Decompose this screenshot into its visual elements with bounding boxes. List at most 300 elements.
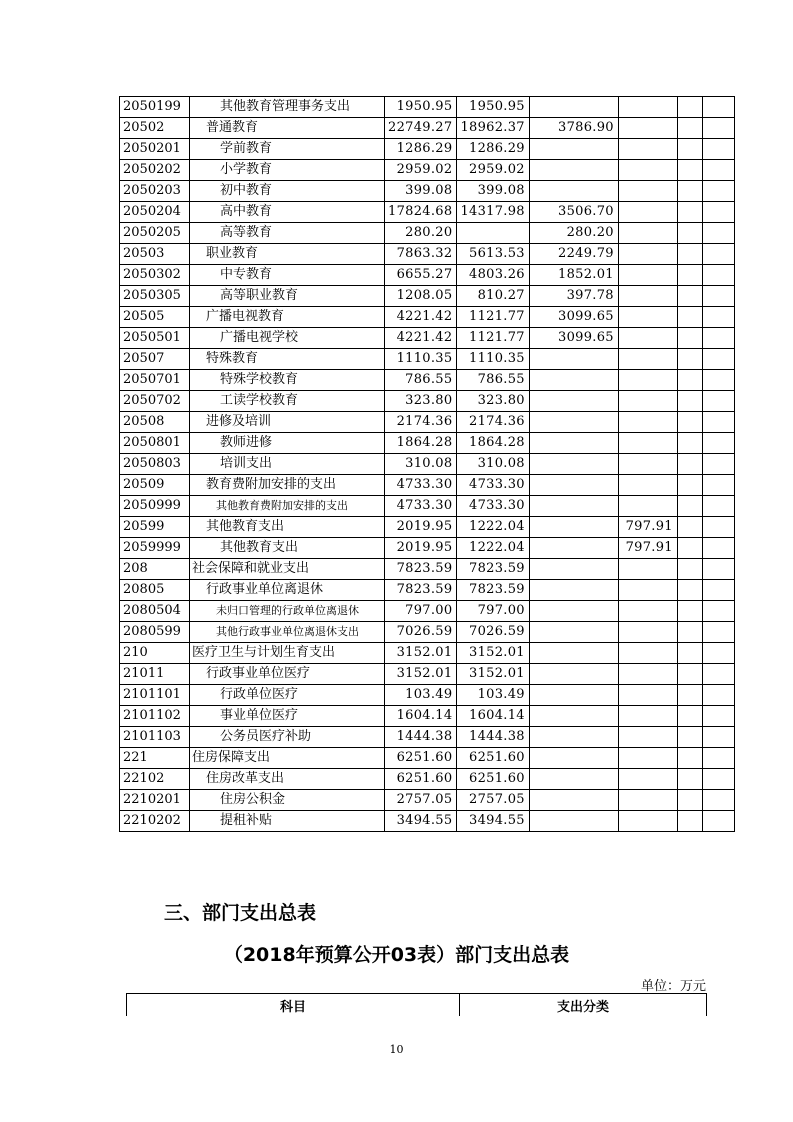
cell-code: 2050801 xyxy=(120,433,190,454)
cell-name: 中专教育 xyxy=(190,265,385,286)
header-subject: 科目 xyxy=(127,994,460,1017)
cell-project xyxy=(529,370,618,391)
cell-c6 xyxy=(702,223,734,244)
cell-c4 xyxy=(618,643,677,664)
table-title: （2018年预算公开03表）部门支出总表 xyxy=(223,944,570,966)
cell-project: 280.20 xyxy=(529,223,618,244)
cell-project: 3506.70 xyxy=(529,202,618,223)
cell-basic: 1950.95 xyxy=(457,97,529,118)
cell-total: 2174.36 xyxy=(385,412,457,433)
page-number: 10 xyxy=(389,1043,404,1056)
cell-c4: 797.91 xyxy=(618,517,677,538)
cell-total: 4733.30 xyxy=(385,496,457,517)
table-row xyxy=(120,769,735,790)
cell-total: 7823.59 xyxy=(385,580,457,601)
cell-code: 2050202 xyxy=(120,160,190,181)
cell-total: 7863.32 xyxy=(385,244,457,265)
cell-basic: 323.80 xyxy=(457,391,529,412)
cell-project xyxy=(529,475,618,496)
cell-basic: 797.00 xyxy=(457,601,529,622)
cell-code: 208 xyxy=(120,559,190,580)
table-row xyxy=(120,328,735,349)
cell-basic: 4733.30 xyxy=(457,475,529,496)
cell-project xyxy=(529,559,618,580)
cell-total: 797.00 xyxy=(385,601,457,622)
cell-basic: 1222.04 xyxy=(457,517,529,538)
table-row xyxy=(120,538,735,559)
cell-c5 xyxy=(677,580,702,601)
cell-c4 xyxy=(618,307,677,328)
cell-code: 2050201 xyxy=(120,139,190,160)
table-row xyxy=(120,622,735,643)
table-row xyxy=(120,517,735,538)
cell-c6 xyxy=(702,517,734,538)
cell-name: 其他教育支出 xyxy=(190,538,385,559)
cell-c6 xyxy=(702,139,734,160)
cell-code: 2050199 xyxy=(120,97,190,118)
cell-c4 xyxy=(618,706,677,727)
cell-name: 行政单位医疗 xyxy=(190,685,385,706)
cell-c5 xyxy=(677,622,702,643)
cell-c6 xyxy=(702,622,734,643)
cell-c5 xyxy=(677,244,702,265)
cell-c5 xyxy=(677,181,702,202)
cell-basic: 5613.53 xyxy=(457,244,529,265)
cell-basic: 2174.36 xyxy=(457,412,529,433)
cell-name: 行政事业单位离退休 xyxy=(190,580,385,601)
cell-total: 7026.59 xyxy=(385,622,457,643)
cell-project xyxy=(529,748,618,769)
cell-total: 1950.95 xyxy=(385,97,457,118)
cell-code: 2050999 xyxy=(120,496,190,517)
cell-total: 3494.55 xyxy=(385,811,457,832)
cell-total: 103.49 xyxy=(385,685,457,706)
cell-name: 教师进修 xyxy=(190,433,385,454)
cell-name: 广播电视教育 xyxy=(190,307,385,328)
table-row xyxy=(120,370,735,391)
cell-total: 6655.27 xyxy=(385,265,457,286)
cell-total: 280.20 xyxy=(385,223,457,244)
cell-total: 310.08 xyxy=(385,454,457,475)
cell-c6 xyxy=(702,370,734,391)
cell-code: 20503 xyxy=(120,244,190,265)
cell-c6 xyxy=(702,685,734,706)
cell-project xyxy=(529,580,618,601)
cell-code: 2050701 xyxy=(120,370,190,391)
cell-project xyxy=(529,643,618,664)
cell-project: 397.78 xyxy=(529,286,618,307)
cell-total: 4221.42 xyxy=(385,328,457,349)
cell-code: 2080504 xyxy=(120,601,190,622)
cell-c4 xyxy=(618,496,677,517)
cell-c6 xyxy=(702,769,734,790)
cell-c4 xyxy=(618,811,677,832)
cell-project xyxy=(529,349,618,370)
cell-code: 2101103 xyxy=(120,727,190,748)
cell-c5 xyxy=(677,769,702,790)
cell-basic: 1222.04 xyxy=(457,538,529,559)
cell-name: 小学教育 xyxy=(190,160,385,181)
cell-c6 xyxy=(702,202,734,223)
cell-basic: 1121.77 xyxy=(457,307,529,328)
cell-c6 xyxy=(702,559,734,580)
cell-total: 6251.60 xyxy=(385,769,457,790)
cell-c5 xyxy=(677,97,702,118)
cell-basic: 4733.30 xyxy=(457,496,529,517)
cell-total: 4221.42 xyxy=(385,307,457,328)
cell-basic: 3152.01 xyxy=(457,643,529,664)
cell-c5 xyxy=(677,727,702,748)
cell-c5 xyxy=(677,706,702,727)
table-row xyxy=(120,685,735,706)
cell-c5 xyxy=(677,139,702,160)
table-row xyxy=(120,643,735,664)
cell-project xyxy=(529,664,618,685)
cell-c6 xyxy=(702,118,734,139)
cell-name: 进修及培训 xyxy=(190,412,385,433)
cell-c5 xyxy=(677,601,702,622)
cell-total: 3152.01 xyxy=(385,643,457,664)
cell-name: 高等教育 xyxy=(190,223,385,244)
cell-c4 xyxy=(618,664,677,685)
cell-c5 xyxy=(677,160,702,181)
cell-code: 221 xyxy=(120,748,190,769)
cell-c6 xyxy=(702,811,734,832)
cell-project xyxy=(529,97,618,118)
cell-name: 特殊教育 xyxy=(190,349,385,370)
cell-code: 2050803 xyxy=(120,454,190,475)
cell-c5 xyxy=(677,265,702,286)
budget-expenditure-table xyxy=(119,96,735,832)
cell-total: 1604.14 xyxy=(385,706,457,727)
table-row xyxy=(120,664,735,685)
cell-c4 xyxy=(618,622,677,643)
cell-name: 提租补贴 xyxy=(190,811,385,832)
cell-c6 xyxy=(702,286,734,307)
cell-code: 22102 xyxy=(120,769,190,790)
cell-total: 7823.59 xyxy=(385,559,457,580)
cell-c6 xyxy=(702,538,734,559)
cell-project xyxy=(529,727,618,748)
table-row xyxy=(120,412,735,433)
cell-c4 xyxy=(618,160,677,181)
table-row xyxy=(120,811,735,832)
cell-c6 xyxy=(702,391,734,412)
table-row xyxy=(120,706,735,727)
cell-name: 行政事业单位医疗 xyxy=(190,664,385,685)
cell-code: 20505 xyxy=(120,307,190,328)
cell-c5 xyxy=(677,748,702,769)
cell-code: 2101101 xyxy=(120,685,190,706)
cell-c4 xyxy=(618,412,677,433)
cell-code: 2059999 xyxy=(120,538,190,559)
cell-code: 2210202 xyxy=(120,811,190,832)
cell-project xyxy=(529,706,618,727)
cell-code: 20507 xyxy=(120,349,190,370)
cell-code: 20502 xyxy=(120,118,190,139)
cell-project: 3786.90 xyxy=(529,118,618,139)
table-row xyxy=(120,265,735,286)
cell-total: 2959.02 xyxy=(385,160,457,181)
cell-c6 xyxy=(702,790,734,811)
cell-c4 xyxy=(618,97,677,118)
cell-name: 其他教育费附加安排的支出 xyxy=(190,496,385,517)
cell-name: 其他教育支出 xyxy=(190,517,385,538)
cell-basic: 1121.77 xyxy=(457,328,529,349)
cell-basic: 7823.59 xyxy=(457,559,529,580)
cell-name: 其他教育管理事务支出 xyxy=(190,97,385,118)
cell-total: 22749.27 xyxy=(385,118,457,139)
cell-project: 3099.65 xyxy=(529,328,618,349)
cell-total: 4733.30 xyxy=(385,475,457,496)
cell-c6 xyxy=(702,328,734,349)
cell-c6 xyxy=(702,244,734,265)
cell-basic: 4803.26 xyxy=(457,265,529,286)
cell-basic: 6251.60 xyxy=(457,748,529,769)
expenditure-header-table xyxy=(126,993,707,1016)
cell-project xyxy=(529,454,618,475)
cell-name: 住房改革支出 xyxy=(190,769,385,790)
table-body xyxy=(120,97,735,832)
cell-name: 教育费附加安排的支出 xyxy=(190,475,385,496)
cell-code: 20508 xyxy=(120,412,190,433)
cell-c4 xyxy=(618,118,677,139)
cell-name: 职业教育 xyxy=(190,244,385,265)
cell-project xyxy=(529,685,618,706)
cell-code: 2050702 xyxy=(120,391,190,412)
cell-c4 xyxy=(618,223,677,244)
cell-code: 2210201 xyxy=(120,790,190,811)
cell-c6 xyxy=(702,748,734,769)
cell-c4 xyxy=(618,433,677,454)
cell-c5 xyxy=(677,538,702,559)
cell-basic: 14317.98 xyxy=(457,202,529,223)
cell-c5 xyxy=(677,307,702,328)
cell-basic: 18962.37 xyxy=(457,118,529,139)
cell-basic: 3494.55 xyxy=(457,811,529,832)
cell-c5 xyxy=(677,223,702,244)
cell-name: 学前教育 xyxy=(190,139,385,160)
cell-c6 xyxy=(702,727,734,748)
cell-c5 xyxy=(677,454,702,475)
cell-project xyxy=(529,496,618,517)
cell-project xyxy=(529,538,618,559)
cell-c5 xyxy=(677,286,702,307)
cell-c5 xyxy=(677,202,702,223)
table-row xyxy=(120,349,735,370)
cell-name: 事业单位医疗 xyxy=(190,706,385,727)
table-row xyxy=(120,748,735,769)
cell-total: 1208.05 xyxy=(385,286,457,307)
cell-project xyxy=(529,517,618,538)
cell-c5 xyxy=(677,685,702,706)
table-row xyxy=(120,580,735,601)
cell-project xyxy=(529,160,618,181)
cell-c5 xyxy=(677,559,702,580)
cell-c5 xyxy=(677,349,702,370)
cell-c4 xyxy=(618,790,677,811)
cell-basic: 1604.14 xyxy=(457,706,529,727)
cell-code: 2101102 xyxy=(120,706,190,727)
cell-name: 高等职业教育 xyxy=(190,286,385,307)
cell-c4 xyxy=(618,559,677,580)
cell-name: 工读学校教育 xyxy=(190,391,385,412)
unit-label: 单位：万元 xyxy=(640,979,706,994)
cell-c6 xyxy=(702,454,734,475)
cell-total: 323.80 xyxy=(385,391,457,412)
cell-basic xyxy=(457,223,529,244)
cell-c5 xyxy=(677,517,702,538)
cell-total: 6251.60 xyxy=(385,748,457,769)
cell-c6 xyxy=(702,412,734,433)
cell-c6 xyxy=(702,433,734,454)
table-row xyxy=(120,202,735,223)
cell-total: 2019.95 xyxy=(385,517,457,538)
cell-c4 xyxy=(618,454,677,475)
cell-name: 初中教育 xyxy=(190,181,385,202)
cell-total: 1286.29 xyxy=(385,139,457,160)
cell-code: 2080599 xyxy=(120,622,190,643)
table-row xyxy=(120,601,735,622)
cell-total: 17824.68 xyxy=(385,202,457,223)
cell-basic: 103.49 xyxy=(457,685,529,706)
table-row xyxy=(120,454,735,475)
cell-c5 xyxy=(677,412,702,433)
cell-basic: 1864.28 xyxy=(457,433,529,454)
cell-c5 xyxy=(677,643,702,664)
cell-c4 xyxy=(618,769,677,790)
table-row xyxy=(120,244,735,265)
cell-c6 xyxy=(702,643,734,664)
cell-c5 xyxy=(677,433,702,454)
cell-c4 xyxy=(618,286,677,307)
cell-total: 3152.01 xyxy=(385,664,457,685)
header-expenditure-category: 支出分类 xyxy=(460,994,707,1017)
cell-name: 住房公积金 xyxy=(190,790,385,811)
cell-project: 3099.65 xyxy=(529,307,618,328)
cell-basic: 2959.02 xyxy=(457,160,529,181)
cell-basic: 3152.01 xyxy=(457,664,529,685)
table-row xyxy=(120,475,735,496)
cell-project: 1852.01 xyxy=(529,265,618,286)
cell-name: 公务员医疗补助 xyxy=(190,727,385,748)
table-row xyxy=(120,97,735,118)
table-row xyxy=(120,391,735,412)
cell-c5 xyxy=(677,475,702,496)
cell-c6 xyxy=(702,664,734,685)
cell-c4 xyxy=(618,244,677,265)
cell-total: 1110.35 xyxy=(385,349,457,370)
cell-c4 xyxy=(618,748,677,769)
cell-code: 210 xyxy=(120,643,190,664)
cell-code: 20599 xyxy=(120,517,190,538)
cell-c6 xyxy=(702,265,734,286)
table-row xyxy=(120,181,735,202)
cell-total: 2019.95 xyxy=(385,538,457,559)
cell-c4 xyxy=(618,601,677,622)
cell-project xyxy=(529,391,618,412)
cell-basic: 1110.35 xyxy=(457,349,529,370)
cell-total: 786.55 xyxy=(385,370,457,391)
cell-c6 xyxy=(702,706,734,727)
table-row xyxy=(120,223,735,244)
cell-code: 2050204 xyxy=(120,202,190,223)
cell-code: 2050302 xyxy=(120,265,190,286)
cell-project xyxy=(529,769,618,790)
cell-c4 xyxy=(618,727,677,748)
cell-name: 住房保障支出 xyxy=(190,748,385,769)
cell-basic: 6251.60 xyxy=(457,769,529,790)
table-row xyxy=(120,286,735,307)
table-row xyxy=(120,118,735,139)
cell-project xyxy=(529,622,618,643)
cell-project: 2249.79 xyxy=(529,244,618,265)
cell-c4 xyxy=(618,580,677,601)
cell-c4 xyxy=(618,349,677,370)
cell-c5 xyxy=(677,391,702,412)
cell-c4 xyxy=(618,391,677,412)
cell-basic: 310.08 xyxy=(457,454,529,475)
cell-basic: 810.27 xyxy=(457,286,529,307)
cell-c6 xyxy=(702,160,734,181)
section-heading: 三、部门支出总表 xyxy=(164,902,317,924)
cell-c4 xyxy=(618,139,677,160)
cell-basic: 399.08 xyxy=(457,181,529,202)
cell-project xyxy=(529,811,618,832)
cell-c5 xyxy=(677,328,702,349)
cell-code: 2050205 xyxy=(120,223,190,244)
cell-basic: 7823.59 xyxy=(457,580,529,601)
cell-c6 xyxy=(702,601,734,622)
table-row xyxy=(120,160,735,181)
table-row xyxy=(120,496,735,517)
cell-c4: 797.91 xyxy=(618,538,677,559)
cell-c4 xyxy=(618,328,677,349)
cell-name: 社会保障和就业支出 xyxy=(190,559,385,580)
cell-code: 20509 xyxy=(120,475,190,496)
cell-basic: 786.55 xyxy=(457,370,529,391)
cell-c5 xyxy=(677,790,702,811)
cell-basic: 2757.05 xyxy=(457,790,529,811)
cell-project xyxy=(529,139,618,160)
cell-c6 xyxy=(702,580,734,601)
cell-project xyxy=(529,790,618,811)
cell-code: 2050501 xyxy=(120,328,190,349)
cell-code: 2050203 xyxy=(120,181,190,202)
cell-c4 xyxy=(618,202,677,223)
cell-name: 其他行政事业单位离退休支出 xyxy=(190,622,385,643)
table-row xyxy=(120,559,735,580)
cell-project xyxy=(529,433,618,454)
cell-c4 xyxy=(618,181,677,202)
cell-c5 xyxy=(677,664,702,685)
cell-c5 xyxy=(677,118,702,139)
cell-c5 xyxy=(677,370,702,391)
table-row xyxy=(120,307,735,328)
cell-name: 医疗卫生与计划生育支出 xyxy=(190,643,385,664)
cell-c6 xyxy=(702,475,734,496)
cell-c6 xyxy=(702,496,734,517)
cell-basic: 7026.59 xyxy=(457,622,529,643)
table-row xyxy=(120,790,735,811)
cell-code: 21011 xyxy=(120,664,190,685)
cell-c4 xyxy=(618,475,677,496)
cell-total: 1444.38 xyxy=(385,727,457,748)
table-row xyxy=(120,433,735,454)
cell-c6 xyxy=(702,97,734,118)
cell-project xyxy=(529,601,618,622)
cell-name: 普通教育 xyxy=(190,118,385,139)
